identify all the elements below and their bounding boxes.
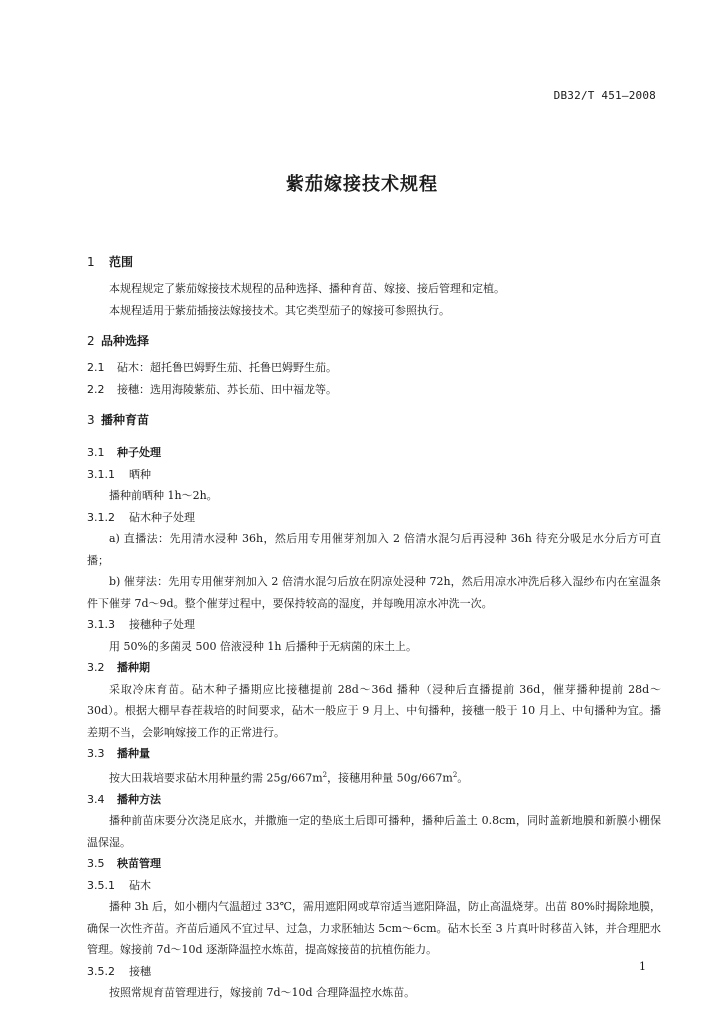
list-item-b: b) 催芽法：先用专用催芽剂加入 2 倍清水混匀后放在阴凉处浸种 72h，然后用凉水冲洗后移入湿纱布内在室温条件下催芽 7d～9d。整个催芽过程中，要保持较高的湿度，并每晚用凉水冲洗一次。 [87,575,661,610]
paragraph: 本规程规定了紫茄嫁接技术规程的品种选择、播种育苗、嫁接、接后管理和定植。 [109,282,505,295]
section-number: 1 [87,255,95,269]
subsection-3-1-2-heading: 3.1.2 砧木种子处理 [87,510,195,524]
paragraph: 采取冷床育苗。砧木种子播期应比接穗提前 28d～36d 播种（浸种后直播提前 36d，催芽播种提前 28d～30d）。根据大棚早春茬栽培的时间要求，砧木一般应于 9 月上、中旬播种，接穗一般于 10 月上、中旬播种为宜。播差期不当，会影响嫁接工作的正常进行。 [87,682,661,739]
section-number: 2 [87,334,95,348]
subsection-3-4-heading: 3.4 播种方法 [87,792,161,806]
subsection-3-3-heading: 3.3 播种量 [87,747,150,760]
paragraph: 按照常规育苗管理进行，嫁接前 7d～10d 合理降温控水炼苗。 [109,986,416,1000]
subsection-3-2-heading: 3.2 播种期 [87,661,150,674]
section-number: 3 [87,413,95,427]
section-label: 播种育苗 [101,413,150,427]
subsection-3-5-heading: 3.5 秧苗管理 [87,857,161,871]
paragraph: 本规程适用于紫茄插接法嫁接技术。其它类型茄子的嫁接可参照执行。 [109,303,450,317]
subsection-3-1-3-heading: 3.1.3 接穗种子处理 [87,618,195,631]
page-number: 1 [639,960,646,973]
paragraph: 用 50%的多菌灵 500 倍液浸种 1h 后播种于无病菌的床土上。 [109,639,418,653]
clause-2-2: 2.2 接穗：选用海陵紫茄、苏长茄、田中福龙等。 [87,382,337,396]
paragraph: 播种前晒种 1h～2h。 [109,489,218,502]
subsection-3-5-2-heading: 3.5.2 接穗 [87,964,151,978]
subsection-3-1-1-heading: 3.1.1 晒种 [87,467,151,481]
paragraph: 按大田栽培要求砧木用种量约需 $25g/667m^2$，接穗用种量 $50g/667m^2$。 [109,770,469,785]
section-3-heading [87,410,661,430]
list-item-a: a) 直播法：先用清水浸种 36h，然后用专用催芽剂加入 2 倍清水混匀后再浸种 36h 待充分吸足水分后方可直播； [87,532,661,567]
paragraph: 播种前苗床要分次浇足底水，并撒施一定的垫底土后即可播种，播种后盖土 0.8cm，同时盖新地膜和新膜小棚保温保湿。 [87,814,661,849]
section-label: 品种选择 [101,334,150,348]
document-title: 紫茄嫁接技术规程 [286,174,438,195]
section-2-heading [87,331,661,351]
document-body [87,252,661,1004]
subsection-3-1-heading: 3.1 种子处理 [87,446,161,459]
paragraph: 播种 3h 后，如小棚内气温超过 33℃，需用遮阳网或草帘适当遮阳降温，防止高温烧芽。出苗 80%时揭除地膜，确保一次性齐苗。齐苗后通风不宜过早、过急，力求胚轴达 5cm～6cm。砧木长至 3 片真叶时移苗入钵，并合理肥水管理。嫁接前 7d～10d 逐渐降温控水炼苗，提高嫁接苗的抗植伤能力。 [87,900,661,957]
standard-code: DB32/T 451—2008 [553,89,656,102]
section-1-heading [87,252,661,272]
section-label: 范围 [109,255,134,269]
subsection-3-5-1-heading: 3.5.1 砧木 [87,878,151,892]
clause-2-1: 2.1 砧木：超托鲁巴姆野生茄、托鲁巴姆野生茄。 [87,361,337,374]
